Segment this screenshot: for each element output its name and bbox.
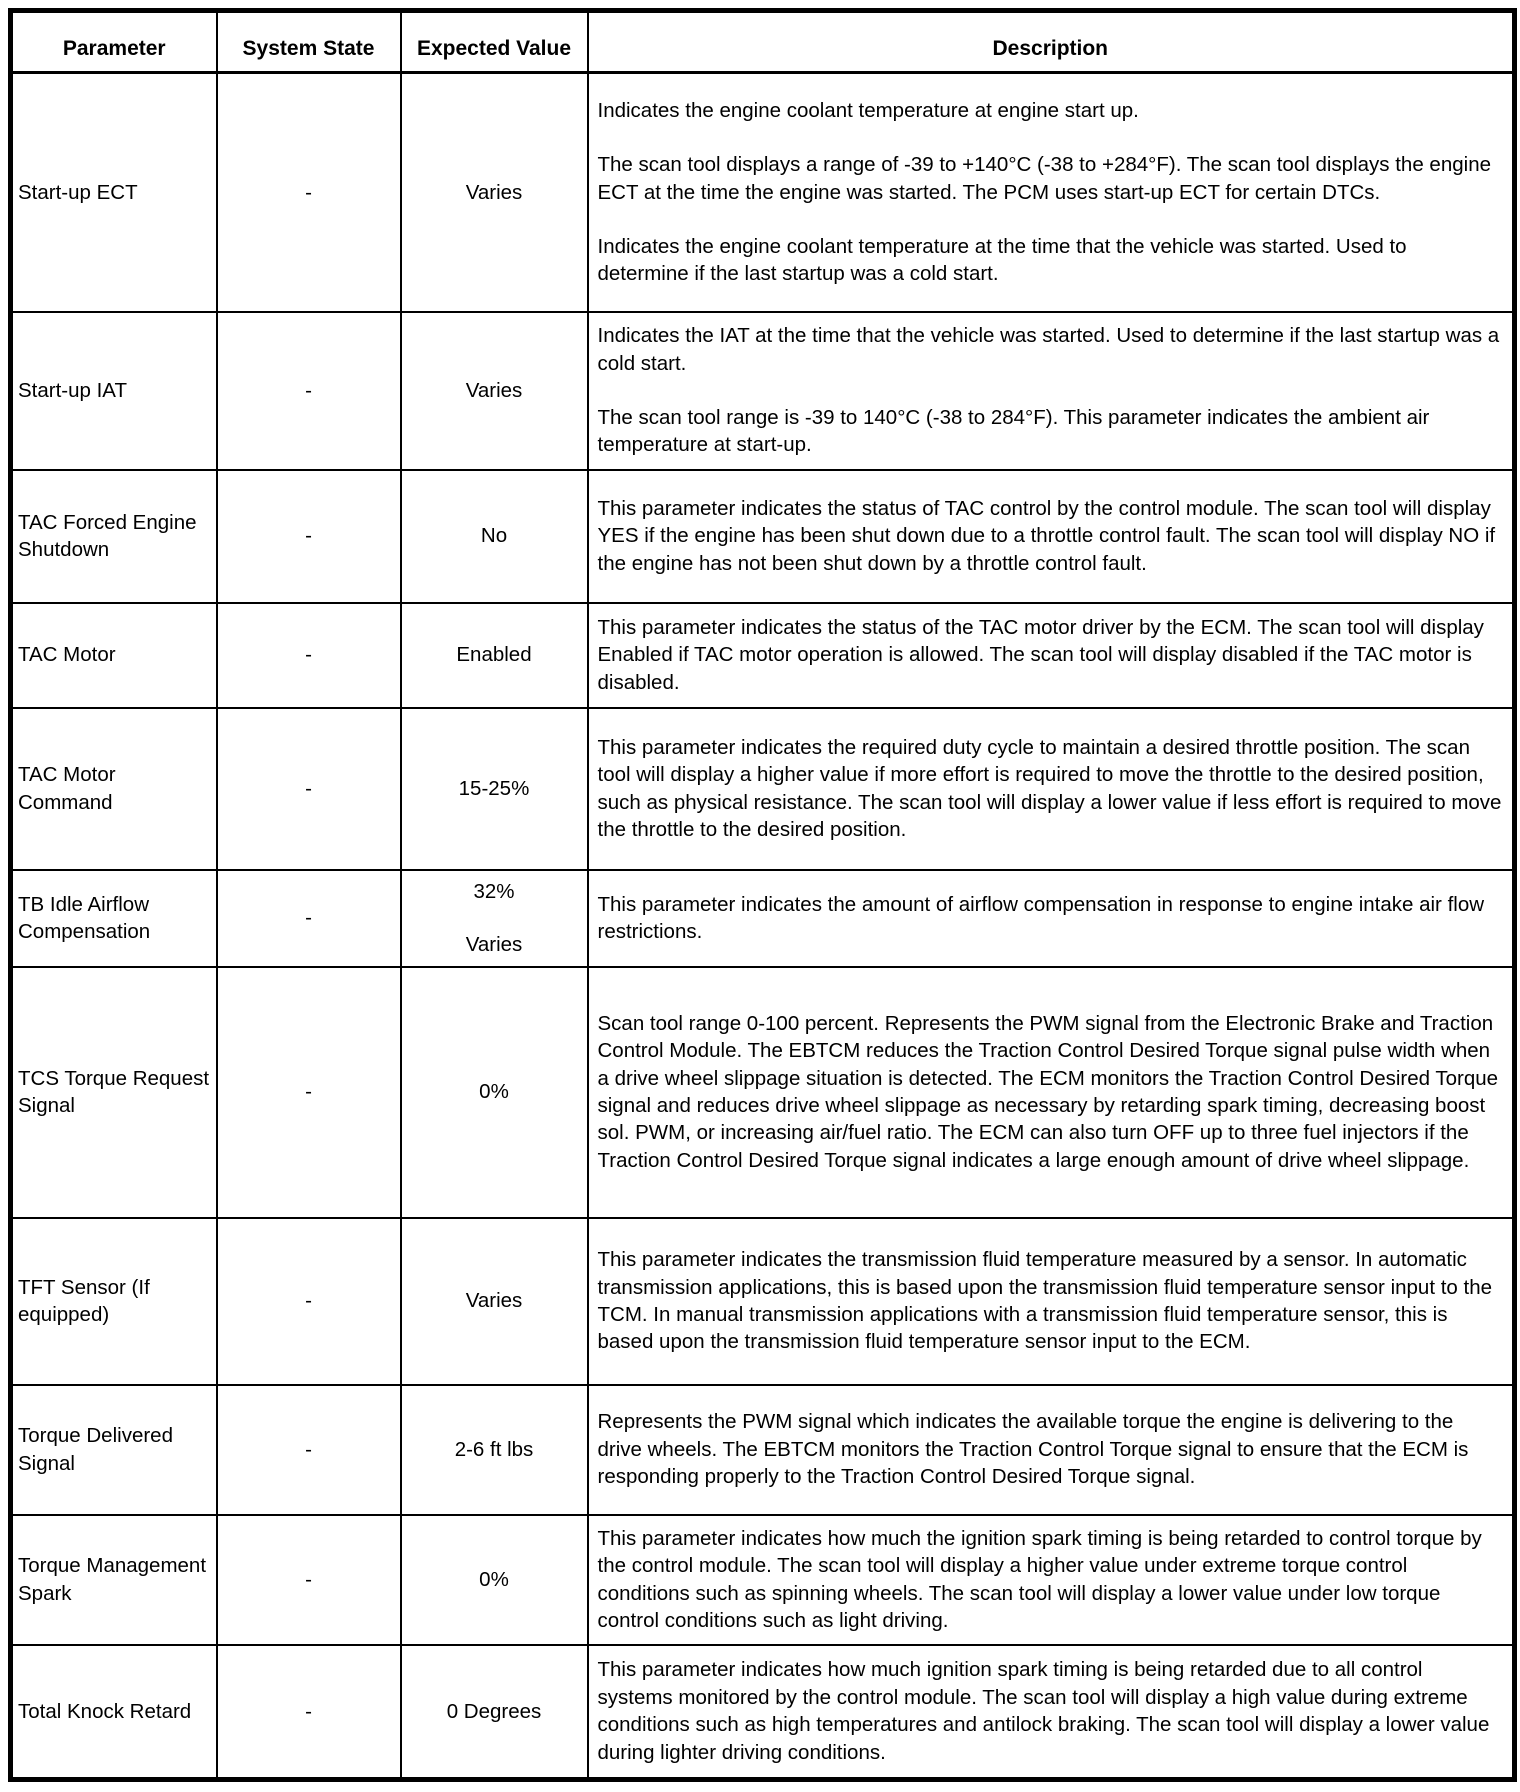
column-header-label: Expected Value: [416, 36, 572, 60]
description-paragraph: This parameter indicates how much ignition spark timing is being retarded due to all control systems monitored by the control module. The scan tool will display a high value during extreme conditions such as high temperatures and antilock braking. The scan tool will display a lower value during lighter driving conditions.: [597, 1658, 1490, 1764]
table-row: [11, 1515, 1515, 1645]
system-state-cell: -: [217, 603, 401, 708]
parameter-cell: TCS Torque Request Signal: [11, 967, 217, 1218]
expected-value-cell: [401, 708, 588, 870]
description-paragraph: This parameter indicates the required duty cycle to maintain a desired throttle position. The scan tool will display a higher value if more effort is required to move the throttle to the desired position, such as physical resistance. The scan tool will display a lower value if less effort is required to move the throttle to the desired position.: [597, 735, 1502, 841]
table-row: [11, 708, 1515, 870]
description-cell: [588, 603, 1515, 708]
system-state-cell: -: [217, 1645, 401, 1780]
description-cell: [588, 967, 1515, 1218]
table-row: [11, 470, 1515, 603]
table-row: [11, 312, 1515, 470]
description-cell: [588, 73, 1515, 312]
column-header-expected-value: [401, 11, 588, 73]
system-state-cell: -: [217, 708, 401, 870]
table-row: [11, 1218, 1515, 1385]
table-row: [11, 1385, 1515, 1515]
parameter-cell: TFT Sensor (If equipped): [11, 1218, 217, 1385]
description-paragraph: Indicates the engine coolant temperature at engine start up.: [597, 98, 1139, 122]
expected-value-cell: [401, 603, 588, 708]
expected-value-cell: [401, 967, 588, 1218]
system-state-cell: -: [217, 1385, 401, 1515]
expected-value-line: 15-25%: [458, 776, 530, 800]
expected-value-line: Varies: [465, 1289, 523, 1313]
parameter-cell: Start-up ECT: [11, 73, 217, 312]
expected-value-cell: [401, 1645, 588, 1780]
description-paragraph: This parameter indicates the amount of airflow compensation in response to engine intake air flow restrictions.: [597, 892, 1485, 943]
expected-value-line: Enabled: [456, 643, 532, 667]
expected-value-line: 0%: [479, 1567, 509, 1591]
description-cell: [588, 312, 1515, 470]
table-row: [11, 73, 1515, 312]
description-cell: [588, 1385, 1515, 1515]
parameter-cell: TAC Motor: [11, 603, 217, 708]
column-header-label: System State: [242, 36, 375, 60]
description-paragraph: The scan tool range is -39 to 140°C (-38 to 284°F). This parameter indicates the ambient air temperature at start-up.: [597, 406, 1430, 457]
parameter-cell: Total Knock Retard: [11, 1645, 217, 1780]
description-paragraph: This parameter indicates how much the ignition spark timing is being retarded to control torque by the control module. The scan tool will display a higher value under extreme torque control conditions such as spinning wheels. The scan tool will display a lower value under low torque control conditions such as light driving.: [597, 1526, 1482, 1632]
expected-value-line: 2-6 ft lbs: [454, 1437, 534, 1461]
description-paragraph: This parameter indicates the status of the TAC motor driver by the ECM. The scan tool will display Enabled if TAC motor operation is allowed. The scan tool will display disabled if the TAC motor is disabled.: [597, 615, 1484, 694]
description-paragraph: Indicates the engine coolant temperature at the time that the vehicle was started. Used to determine if the last startup was a cold start.: [597, 234, 1407, 286]
scan-tool-parameter-table: [8, 8, 1517, 1782]
column-header-parameter: [11, 11, 217, 73]
table-row: [11, 1645, 1515, 1780]
expected-value-cell: [401, 870, 588, 967]
expected-value-cell: [401, 1218, 588, 1385]
description-paragraph: This parameter indicates the status of TAC control by the control module. The scan tool will display YES if the engine has been shut down due to a throttle control fault. The scan tool will display NO if the engine has not been shut down by a throttle control fault.: [597, 496, 1496, 575]
expected-value-line: No: [480, 524, 508, 548]
expected-value-line: Varies: [465, 933, 523, 956]
parameter-cell: Start-up IAT: [11, 312, 217, 470]
expected-value-cell: [401, 312, 588, 470]
expected-value-line: Varies: [465, 378, 523, 402]
system-state-cell: -: [217, 967, 401, 1218]
description-paragraph: This parameter indicates the transmission fluid temperature measured by a sensor. In automatic transmission applications, this is based upon the transmission fluid temperature sensor input to the TCM. In manual transmission applications with a transmission fluid temperature sensor, this is based upon the transmission fluid temperature sensor input to the ECM.: [597, 1248, 1493, 1354]
parameter-cell: Torque Management Spark: [11, 1515, 217, 1645]
description-cell: [588, 708, 1515, 870]
expected-value-line: 32%: [473, 879, 515, 903]
description-paragraph: Scan tool range 0-100 percent. Represents the PWM signal from the Electronic Brake and Traction Control Module. The EBTCM reduces the Traction Control Desired Torque signal pulse width when a drive wheel slippage situation is detected. The ECM monitors the Traction Control Desired Torque signal and reduces drive wheel slippage as necessary by retarding spark timing, decreasing boost sol. PWM, or increasing air/fuel ratio. The ECM can also turn OFF up to three fuel injectors if the Traction Control Desired Torque signal indicates a large enough amount of drive wheel slippage.: [597, 1011, 1499, 1172]
description-cell: [588, 1515, 1515, 1645]
expected-value-line: Varies: [465, 180, 523, 204]
table-row: [11, 870, 1515, 967]
description-paragraph: The scan tool displays a range of -39 to +140°C (-38 to +284°F). The scan tool displays the engine ECT at the time the engine was started. The PCM uses start-up ECT for certain DTCs.: [597, 153, 1491, 204]
table-row: [11, 603, 1515, 708]
expected-value-cell: [401, 73, 588, 312]
system-state-cell: -: [217, 470, 401, 603]
expected-value-line: 0%: [479, 1080, 509, 1104]
description-cell: [588, 470, 1515, 603]
column-header-label: Description: [992, 36, 1109, 60]
column-header-description: [588, 11, 1515, 73]
parameter-cell: TAC Motor Command: [11, 708, 217, 870]
system-state-cell: -: [217, 73, 401, 312]
system-state-cell: -: [217, 312, 401, 470]
system-state-cell: -: [217, 1515, 401, 1645]
system-state-cell: -: [217, 1218, 401, 1385]
parameter-cell: TB Idle Airflow Compensation: [11, 870, 217, 967]
column-header-label: Parameter: [62, 36, 166, 60]
parameter-cell: TAC Forced Engine Shutdown: [11, 470, 217, 603]
column-header-system-state: [217, 11, 401, 73]
expected-value-cell: [401, 470, 588, 603]
description-cell: [588, 1218, 1515, 1385]
description-cell: [588, 1645, 1515, 1780]
system-state-cell: -: [217, 870, 401, 967]
header-row: [11, 11, 1515, 73]
expected-value-line: 0 Degrees: [446, 1699, 542, 1723]
description-paragraph: Indicates the IAT at the time that the vehicle was started. Used to determine if the last startup was a cold start.: [597, 324, 1500, 375]
expected-value-cell: [401, 1385, 588, 1515]
description-paragraph: Represents the PWM signal which indicates the available torque the engine is delivering to the drive wheels. The EBTCM monitors the Traction Control Torque signal to ensure that the ECM is responding properly to the Traction Control Desired Torque signal.: [597, 1410, 1469, 1489]
parameter-cell: Torque Delivered Signal: [11, 1385, 217, 1515]
expected-value-cell: [401, 1515, 588, 1645]
table-row: [11, 967, 1515, 1218]
table-body: [11, 73, 1515, 1780]
description-cell: [588, 870, 1515, 967]
